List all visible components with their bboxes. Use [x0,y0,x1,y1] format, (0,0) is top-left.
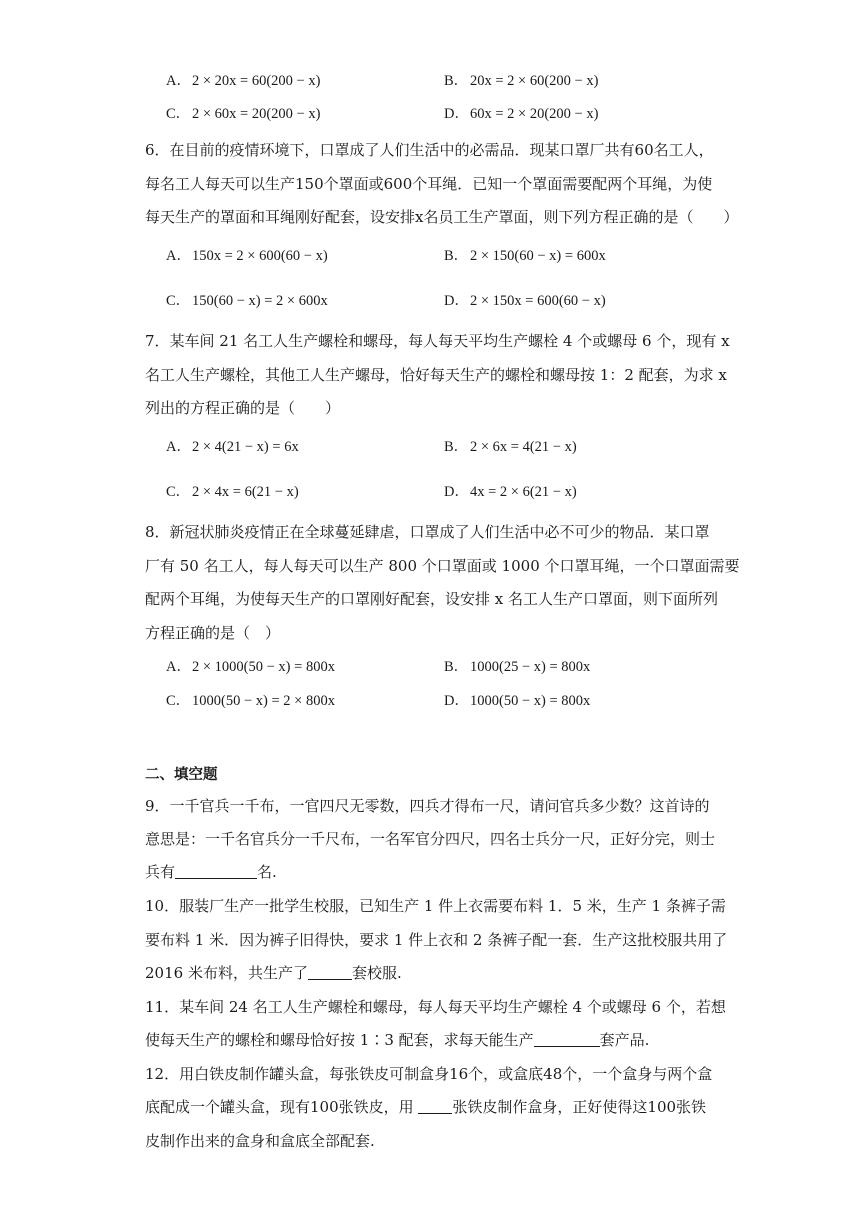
q11-answer-blank[interactable] [534,1031,600,1047]
q8-text-line: 厂有 50 名工人，每人每天可以生产 800 个口罩面或 1000 个口罩耳绳，一个口罩面需要 [145,557,740,575]
option-letter: B． [444,73,469,89]
q9-text: 兵有 [145,863,176,881]
option-expression: 1000(25 − x) = 800x [470,659,591,675]
option-expression: 1000(50 − x) = 800x [470,693,591,709]
q11-text-line-last [145,1030,725,1050]
q12-text-line: 12．用白铁皮制作罐头盒，每张铁皮可制盒身16个，或盒底48个，一个盒身与两个盒 [145,1065,713,1083]
q8-text-line: 8．新冠状肺炎疫情正在全球蔓延肆虐，口罩成了人们生活中必不可少的物品．某口罩 [145,523,710,541]
q9-text-line: 9．一千官兵一千布，一官四尺无零数，四兵才得布一尺，请问官兵多少数？这首诗的 [145,797,710,815]
q11-text-line: 11．某车间 24 名工人生产螺栓和螺母，每人每天平均生产螺栓 4 个或螺母 6 个，若想 [145,998,726,1016]
q5-option-b[interactable] [444,71,598,91]
q9-text-line: 意思是：一千名官兵分一千尺布，一名军官分四尺，四名士兵分一尺，正好分完，则士 [145,830,716,848]
q5-option-d[interactable] [444,104,598,124]
q8-text-line: 方程正确的是（ ） [145,624,281,642]
option-letter: B． [444,248,469,264]
option-expression: 2 × 150x = 600(60 − x) [470,293,606,309]
q6-text-line: 6．在目前的疫情环境下，口罩成了人们生活中的必需品．现某口罩厂共有60名工人， [145,141,714,159]
option-letter: D． [444,484,469,500]
option-letter: D． [444,293,469,309]
option-letter: D． [444,693,469,709]
option-letter: A． [166,659,191,675]
q9-text: 名. [257,863,277,881]
q12-text: 底配成一个罐头盒，现有100张铁皮，用 [145,1098,419,1116]
option-letter: A． [166,439,191,455]
option-expression: 1000(50 − x) = 2 × 800x [192,693,335,709]
q7-text-line: 7．某车间 21 名工人生产螺栓和螺母，每人每天平均生产螺栓 4 个或螺母 6 个，现有 x [145,332,730,350]
q12-text-line-mid [145,1097,725,1117]
q10-answer-blank[interactable] [308,964,352,980]
q10-text-line-last [145,963,725,983]
q8-text-line: 配两个耳绳，为使每天生产的口罩刚好配套，设安排 x 名工人生产口罩面，则下面所列 [145,590,718,608]
q6-option-c[interactable] [166,291,328,311]
q6-text-line: 每天生产的罩面和耳绳刚好配套，设安排x名员工生产罩面，则下列方程正确的是（ ） [145,208,739,226]
option-expression: 2 × 150(60 − x) = 600x [470,248,606,264]
q12-text: 张铁皮制作盒身，正好使得这100张铁 [452,1098,707,1116]
q12-answer-blank[interactable] [418,1098,452,1114]
option-expression: 2 × 1000(50 − x) = 800x [192,659,335,675]
option-letter: C． [166,693,191,709]
q9-answer-blank[interactable] [175,863,257,879]
option-letter: C． [166,293,191,309]
option-expression: 2 × 60x = 20(200 − x) [192,106,321,122]
q5-option-c[interactable] [166,104,320,124]
q6-option-a[interactable] [166,246,328,266]
q7-text-line: 名工人生产螺栓，其他工人生产螺母，恰好每天生产的螺栓和螺母按 1：2 配套，为求 x [145,366,727,384]
option-expression: 60x = 2 × 20(200 − x) [470,106,599,122]
q6-option-b[interactable] [444,246,606,266]
option-letter: A． [166,73,191,89]
q10-text-line: 10．服装厂生产一批学生校服，已知生产 1 件上衣需要布料 1．5 米，生产 1 条裤子需 [145,897,726,915]
section-heading-fill-in: 二、填空题 [145,767,218,783]
q7-option-d[interactable] [444,482,577,502]
option-expression: 2 × 4(21 − x) = 6x [192,439,299,455]
q6-text-line: 每名工人每天可以生产150个罩面或600个耳绳．已知一个罩面需要配两个耳绳，为使 [145,175,713,193]
option-expression: 2 × 4x = 6(21 − x) [192,484,299,500]
q8-option-b[interactable] [444,657,590,677]
q5-option-a[interactable] [166,71,320,91]
option-expression: 2 × 20x = 60(200 − x) [192,73,321,89]
q7-option-a[interactable] [166,437,299,457]
option-expression: 20x = 2 × 60(200 − x) [470,73,599,89]
option-expression: 150x = 2 × 600(60 − x) [192,248,328,264]
option-letter: B． [444,659,469,675]
option-letter: A． [166,248,191,264]
q11-text: 使每天生产的螺栓和螺母恰好按 1∶3 配套，求每天能生产 [145,1031,534,1049]
option-expression: 150(60 − x) = 2 × 600x [192,293,328,309]
option-letter: C． [166,106,191,122]
q7-text-line: 列出的方程正确的是（ ） [145,399,341,417]
q8-option-a[interactable] [166,657,335,677]
q10-text-line: 要布料 1 米．因为裤子旧得快，要求 1 件上衣和 2 条裤子配一套．生产这批校服共用了 [145,931,728,949]
q8-option-c[interactable] [166,691,335,711]
q7-option-b[interactable] [444,437,577,457]
q10-text: 2016 米布料，共生产了 [145,964,308,982]
q7-option-c[interactable] [166,482,299,502]
option-expression: 2 × 6x = 4(21 − x) [470,439,577,455]
option-letter: B． [444,439,469,455]
q6-option-d[interactable] [444,291,606,311]
option-letter: D． [444,106,469,122]
q9-text-line-last [145,862,725,882]
q11-text: 套产品. [599,1031,650,1049]
option-expression: 4x = 2 × 6(21 − x) [470,484,577,500]
option-letter: C． [166,484,191,500]
q10-text: 套校服. [351,964,402,982]
q8-option-d[interactable] [444,691,590,711]
q12-text-line: 皮制作出来的盒身和盒底全部配套. [145,1132,375,1150]
